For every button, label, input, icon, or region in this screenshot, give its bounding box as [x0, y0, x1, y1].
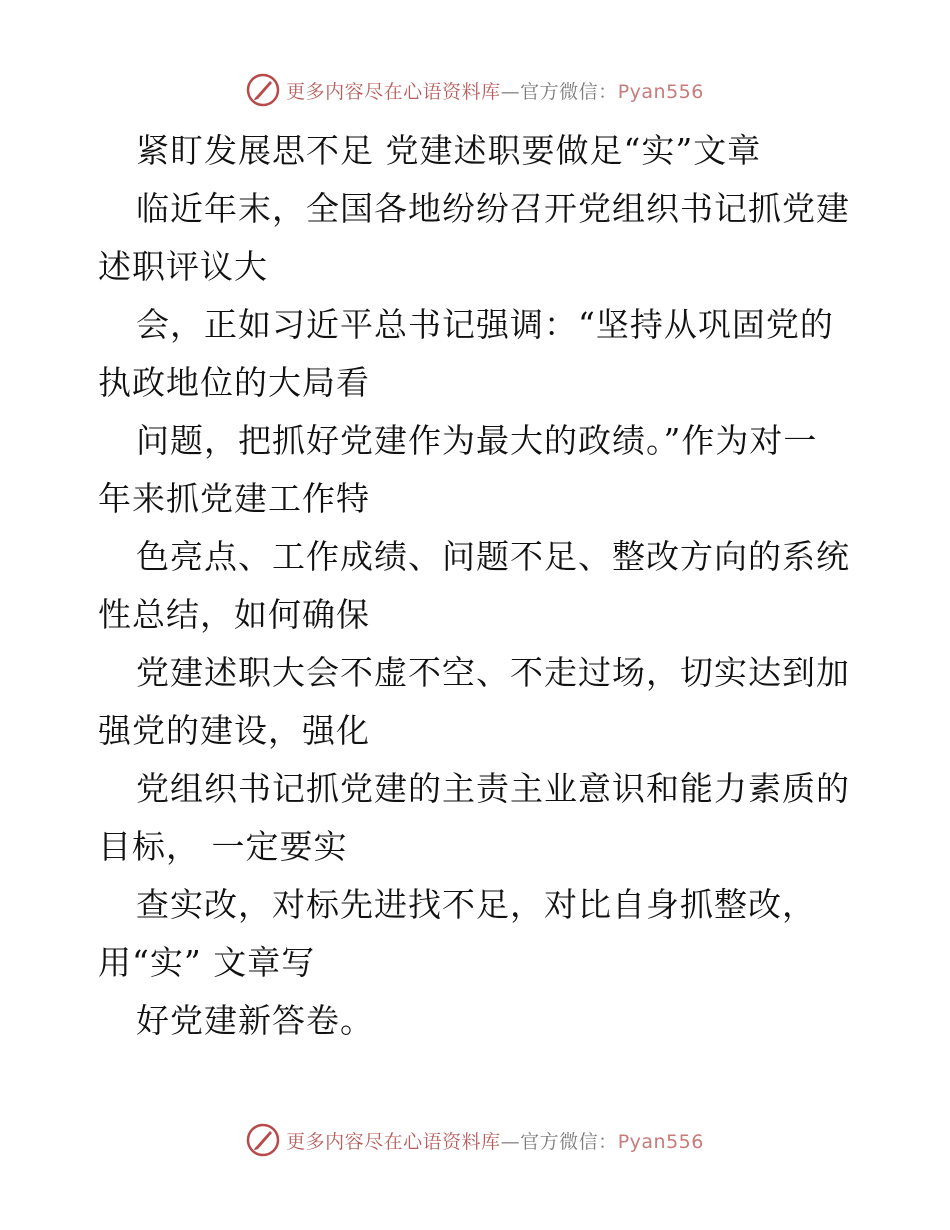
paragraph-line: 临近年末，全国各地纷纷召开党组织书记抓党建 [136, 189, 850, 228]
header-banner [0, 70, 950, 110]
paragraph-line: 好党建新答卷。 [136, 1001, 374, 1040]
footer-banner-main: 更多内容尽在心语资料库 [286, 1130, 501, 1153]
paragraph-line: 用“实” 文章写 [98, 943, 316, 982]
paragraph-line: 色亮点、工作成绩、问题不足、整改方向的系统 [136, 537, 850, 576]
paragraph-line: 问题，把抓好党建作为最大的政绩。”作为对一 [136, 421, 818, 460]
quill-logo-icon [246, 73, 280, 107]
paragraph-line: 党组织书记抓党建的主责主业意识和能力素质的 [136, 769, 850, 808]
paragraph-line: 会，正如习近平总书记强调：“坚持从巩固党的 [136, 305, 834, 344]
footer-banner-wechat: Pyan556 [617, 1130, 704, 1153]
quill-logo-icon [246, 1123, 280, 1157]
paragraph-line: 年来抓党建工作特 [98, 479, 370, 518]
document-body [98, 122, 858, 1050]
header-banner-main: 更多内容尽在心语资料库 [286, 80, 501, 103]
paragraph-line: 目标， 一定要实 [98, 827, 348, 866]
paragraph-line: 执政地位的大局看 [98, 363, 370, 402]
header-banner-dash: — [500, 80, 521, 103]
footer-banner-dash: — [500, 1130, 521, 1153]
footer-banner [0, 1120, 950, 1160]
paragraph-line: 述职评议大 [98, 247, 268, 286]
paragraph-line: 查实改，对标先进找不足，对比自身抓整改， [136, 885, 816, 924]
footer-banner-label: 官方微信： [520, 1130, 618, 1153]
paragraph-line: 性总结，如何确保 [98, 595, 370, 634]
header-banner-label: 官方微信： [520, 80, 618, 103]
header-banner-text [286, 77, 704, 104]
paragraph-line: 强党的建设，强化 [98, 711, 370, 750]
document-title: 紧盯发展思不足 党建述职要做足“实”文章 [136, 131, 762, 170]
footer-banner-text [286, 1127, 704, 1154]
paragraph-line: 党建述职大会不虚不空、不走过场，切实达到加 [136, 653, 850, 692]
header-banner-wechat: Pyan556 [617, 80, 704, 103]
